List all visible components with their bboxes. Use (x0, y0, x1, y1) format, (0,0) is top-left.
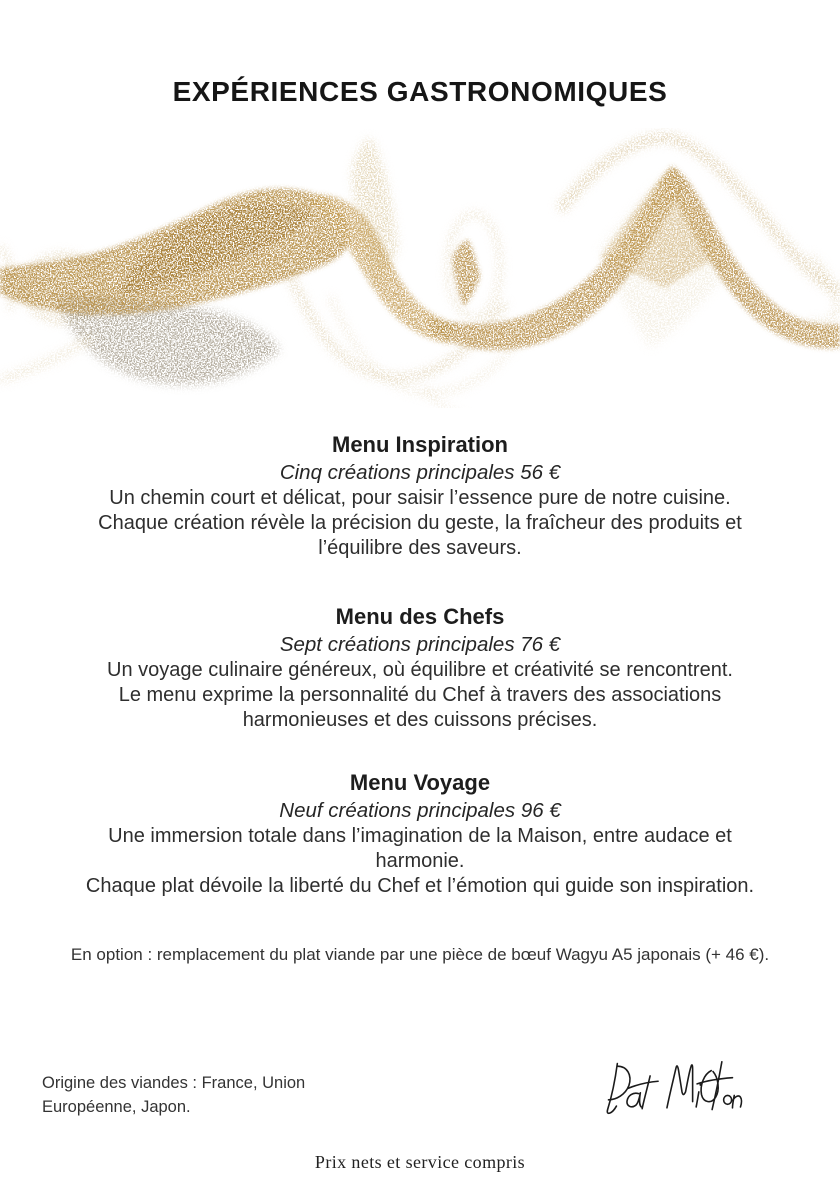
gold-dust-wave-graphic (0, 128, 840, 408)
menu-description-line: harmonie. (375, 850, 465, 872)
menu-name: Menu des Chefs (335, 604, 505, 629)
menu-description-line: Un voyage culinaire généreux, où équilibre et créativité se rencontrent. (107, 659, 733, 681)
menu-section-voyage (20, 769, 820, 899)
menu-subtitle: Neuf créations principales 96 € (279, 799, 561, 822)
menu-description-line: l’équilibre des saveurs. (318, 537, 522, 559)
menu-name: Menu Inspiration (332, 432, 508, 457)
menu-subtitle: Sept créations principales 76 € (279, 633, 561, 656)
meat-origin-line: Origine des viandes : France, Union (42, 1074, 306, 1092)
chef-signature (589, 1053, 744, 1129)
menu-subtitle: Cinq créations principales 56 € (279, 461, 561, 484)
meat-origin-line: Européenne, Japon. (42, 1098, 191, 1116)
menu-description-line: Chaque création révèle la précision du geste, la fraîcheur des produits et (98, 512, 742, 534)
page-title: EXPÉRIENCES GASTRONOMIQUES (172, 76, 668, 107)
menu-description-line: harmonieuses et des cuissons précises. (242, 709, 598, 731)
menu-description-line: Le menu exprime la personnalité du Chef à travers des associations (118, 684, 722, 706)
footer-note: Prix nets et service compris (314, 1152, 526, 1172)
menu-description-line: Une immersion totale dans l’imagination de la Maison, entre audace et (108, 825, 732, 847)
meat-origin-note (42, 1071, 305, 1119)
menu-description-line: Un chemin court et délicat, pour saisir l’essence pure de notre cuisine. (109, 487, 731, 509)
menu-name: Menu Voyage (349, 770, 491, 795)
menu-section-chefs (20, 603, 820, 733)
menu-section-inspiration (20, 431, 820, 561)
menu-description-line: Chaque plat dévoile la liberté du Chef et l’émotion qui guide son inspiration. (85, 875, 755, 897)
wagyu-option-note: En option : remplacement du plat viande par une pièce de bœuf Wagyu A5 japonais (+ 46 €). (70, 945, 770, 964)
